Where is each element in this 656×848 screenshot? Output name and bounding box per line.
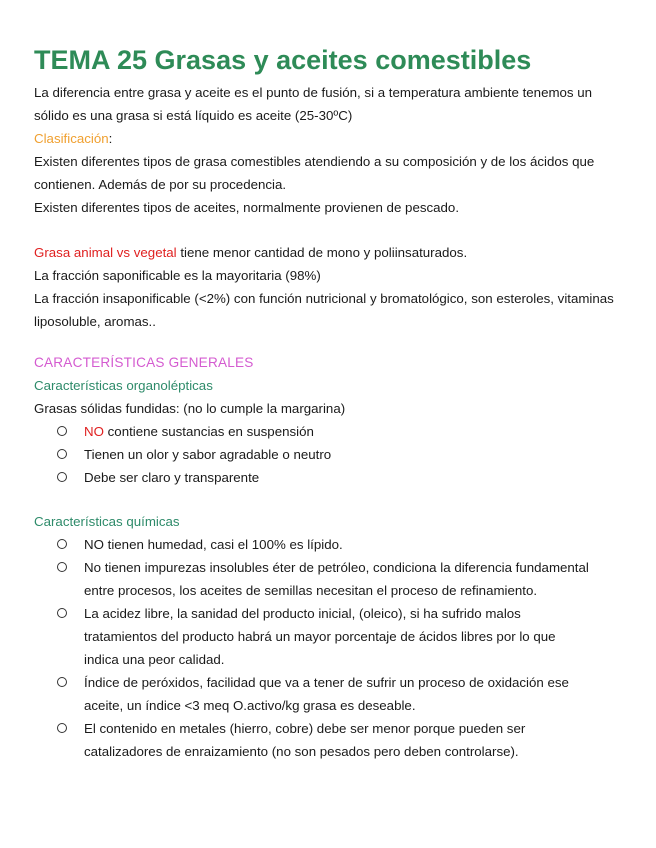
item-text: contiene sustancias en suspensión [103,424,314,439]
item-text: No tienen impurezas insolubles éter de petróleo, condiciona la diferencia fundamental entre procesos, los aceites de semillas necesitan el proceso de refinamiento. [84,560,589,598]
list-item [84,533,622,556]
item-text: Debe ser claro y transparente [84,470,260,485]
item-text: NO tienen humedad, casi el 100% es lípido. [84,537,343,552]
intro-paragraph: La diferencia entre grasa y aceite es el punto de fusión, si a temperatura ambiente tenemos un sólido es una grasa si está líquido es aceite (25-30ºC) [34,85,593,123]
grasa-paragraph-3: La fracción insaponificable (<2%) con función nutricional y bromatológico, son esteroles, vitaminas liposoluble, aromas.. [34,291,614,329]
clasificacion-label: Clasificación [34,131,109,146]
section-heading-caracteristicas: CARACTERÍSTICAS GENERALES [34,355,254,370]
circle-bullet-icon [57,449,67,459]
item-text: Tienen un olor y sabor agradable o neutro [84,447,332,462]
list-item [84,420,622,443]
clasificacion-colon: : [108,131,113,146]
item-highlight: NO [84,424,104,439]
quimicas-list [34,533,622,763]
circle-bullet-icon [57,539,67,549]
item-text: La acidez libre, la sanidad del producto inicial, (oleico), si ha sufrido malos tratamientos del producto habrá un mayor porcentaje de ácidos libres por lo que indica una peor calidad. [84,606,556,667]
grasa-paragraph-2: La fracción saponificable es la mayoritaria (98%) [34,268,321,283]
page-title: TEMA 25 Grasas y aceites comestibles [34,45,532,75]
subheading-organolepticas: Características organolépticas [34,378,213,393]
subheading-quimicas: Características químicas [34,514,180,529]
grasa-paragraph-1 [34,241,622,264]
list-item [84,443,622,466]
circle-bullet-icon [57,608,67,618]
list-item [84,466,622,489]
circle-bullet-icon [57,426,67,436]
grasa-highlight: Grasa animal vs vegetal [34,245,177,260]
organolepticas-list [34,420,622,489]
list-item [84,671,622,717]
list-item [84,717,622,763]
list-item [84,556,622,602]
circle-bullet-icon [57,723,67,733]
clasificacion-heading [34,127,622,150]
circle-bullet-icon [57,562,67,572]
organolepticas-lead: Grasas sólidas fundidas: (no lo cumple la margarina) [34,401,346,416]
clasificacion-paragraph-2: Existen diferentes tipos de aceites, normalmente provienen de pescado. [34,200,460,215]
item-text: Índice de peróxidos, facilidad que va a tener de sufrir un proceso de oxidación ese aceite, un índice <3 meq O.activo/kg grasa es deseable. [84,675,569,713]
list-item [84,602,622,671]
item-text: El contenido en metales (hierro, cobre) debe ser menor porque pueden ser catalizadores de enraizamiento (no son pesados pero deben controlarse). [84,721,526,759]
grasa-rest: tiene menor cantidad de mono y poliinsaturados. [176,245,468,260]
circle-bullet-icon [57,472,67,482]
clasificacion-paragraph-1: Existen diferentes tipos de grasa comestibles atendiendo a su composición y de los ácidos que contienen. Además de por su procedencia. [34,154,595,192]
circle-bullet-icon [57,677,67,687]
